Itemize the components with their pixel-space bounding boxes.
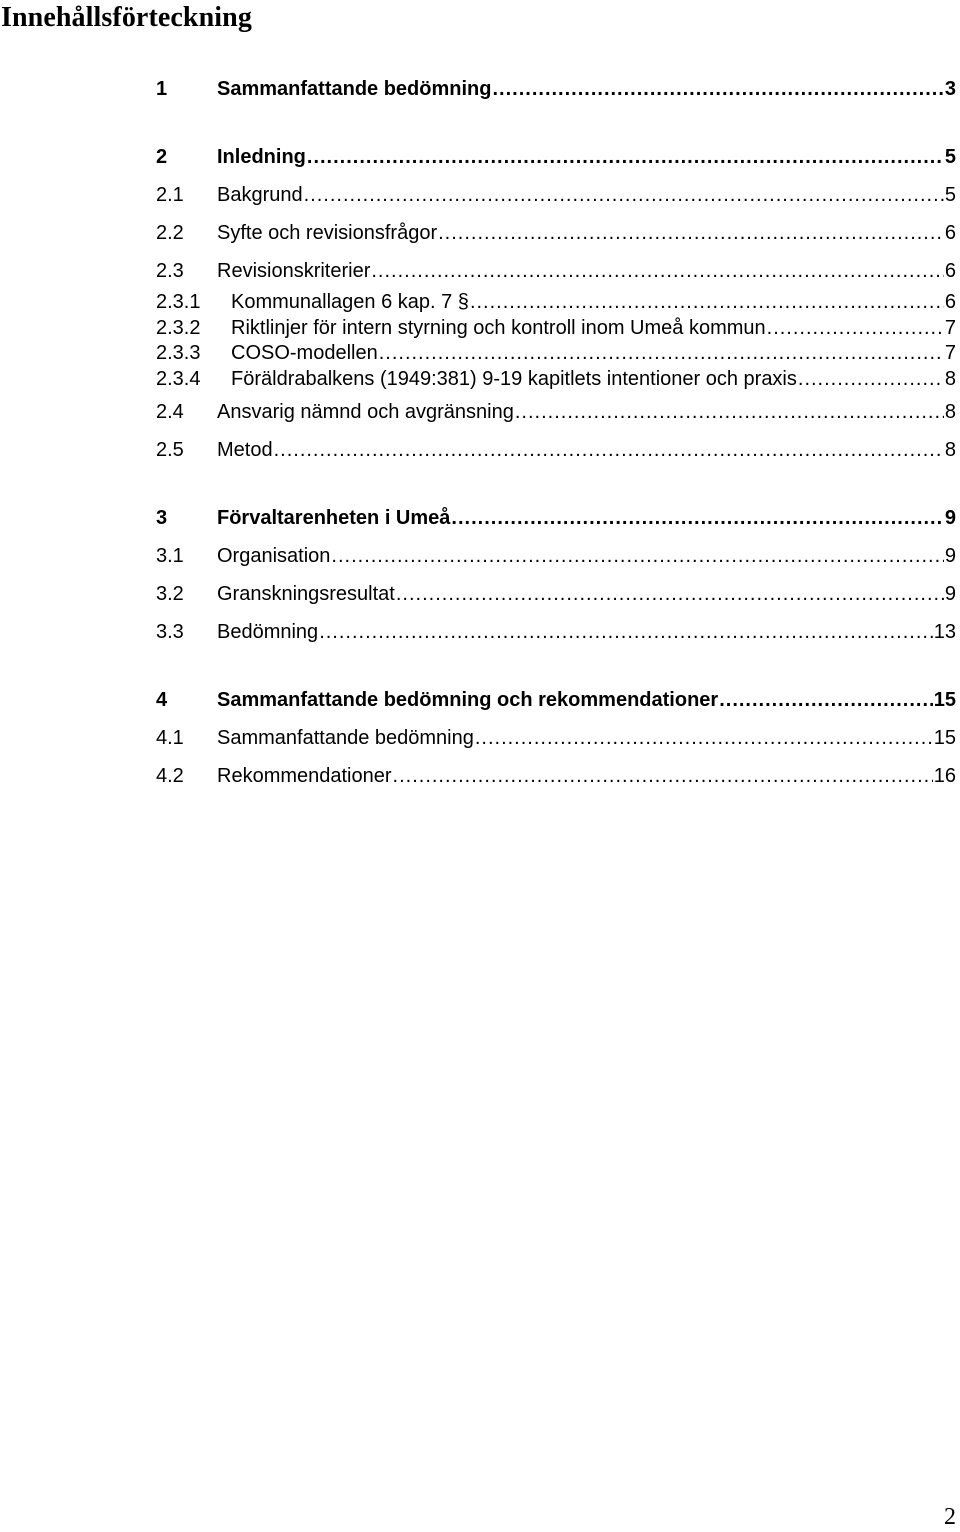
toc-entry-page: 15: [933, 688, 956, 711]
toc-entry-body: [217, 176, 956, 214]
toc-entry-number: 3: [156, 506, 168, 529]
toc-dot-leader: [371, 252, 944, 290]
toc-entry-page: 7: [944, 316, 956, 339]
toc-entry-label: Rekommendationer: [217, 764, 392, 787]
toc-entry-body: [231, 367, 956, 393]
toc-entry-body: [217, 575, 956, 613]
toc-entry-page: 9: [944, 506, 956, 529]
toc-entry-label: Inledning: [217, 146, 306, 168]
toc-entry-number: 3.1: [156, 544, 184, 567]
toc-dot-leader: [515, 393, 944, 431]
toc-entry-number: 4.1: [156, 726, 184, 749]
toc-dot-leader: [396, 575, 944, 613]
toc-entry-body: [217, 613, 956, 651]
toc-entry[interactable]: [156, 176, 956, 214]
toc-entry-label: Sammanfattande bedömning: [217, 78, 492, 100]
toc-entry[interactable]: [156, 252, 956, 290]
toc-entry-number: 3.2: [156, 582, 184, 605]
toc-dot-leader: [475, 719, 933, 757]
table-of-contents: [156, 70, 956, 795]
toc-entry-body: [217, 393, 956, 431]
page-title: Innehållsförteckning: [1, 2, 252, 33]
toc-entry-body: [217, 70, 956, 108]
toc-entry-body: [217, 252, 956, 290]
toc-entry-body: [217, 138, 956, 176]
toc-entry-page: 15: [933, 726, 956, 749]
toc-dot-leader: [438, 214, 944, 252]
toc-entry-body: [231, 316, 956, 342]
toc-entry-number: 2.2: [156, 222, 184, 244]
toc-entry-number: 4.2: [156, 764, 184, 787]
toc-entry[interactable]: [156, 431, 956, 469]
toc-entry-label: Sammanfattande bedömning och rekommendationer: [217, 688, 719, 711]
toc-entry[interactable]: [156, 214, 956, 252]
toc-entry-page: 8: [944, 368, 956, 391]
toc-entry-label: Förvaltarenheten i Umeå: [217, 506, 451, 529]
toc-entry[interactable]: [156, 613, 956, 651]
toc-entry-number: 2.1: [156, 184, 184, 206]
toc-entry-page: 9: [944, 544, 956, 567]
toc-entry-label: Kommunallagen 6 kap. 7 §: [231, 291, 469, 313]
toc-dot-leader: [331, 537, 943, 575]
toc-entry-body: [217, 499, 956, 537]
toc-entry[interactable]: [156, 537, 956, 575]
toc-entry[interactable]: [156, 719, 956, 757]
page-number: 2: [944, 1504, 956, 1530]
toc-entry[interactable]: [156, 393, 956, 431]
toc-entry-number: 2: [156, 146, 168, 168]
toc-entry-number: 2.5: [156, 438, 184, 461]
toc-entry-page: 5: [944, 184, 956, 206]
toc-entry-body: [217, 537, 956, 575]
toc-dot-leader: [719, 681, 933, 719]
toc-entry-page: 7: [944, 342, 956, 365]
toc-dot-leader: [319, 613, 933, 651]
toc-entry-body: [231, 341, 956, 367]
toc-dot-leader: [274, 431, 944, 469]
toc-entry[interactable]: [156, 499, 956, 537]
toc-entry-label: Granskningsresultat: [217, 582, 395, 605]
toc-entry[interactable]: [156, 757, 956, 795]
toc-entry[interactable]: [156, 575, 956, 613]
toc-entry-label: Syfte och revisionsfrågor: [217, 222, 438, 244]
toc-entry-number: 2.3.4: [156, 368, 201, 391]
toc-entry[interactable]: [156, 316, 956, 342]
toc-entry-label: Metod: [217, 438, 273, 461]
toc-entry-label: Ansvarig nämnd och avgränsning: [217, 400, 514, 423]
toc-entry-page: 5: [944, 146, 956, 168]
toc-entry-label: Föräldrabalkens (1949:381) 9-19 kapitlets intentioner och praxis: [231, 368, 797, 391]
toc-entry-body: [231, 290, 956, 316]
toc-entry-label: Sammanfattande bedömning: [217, 726, 474, 749]
toc-entry[interactable]: [156, 341, 956, 367]
toc-entry-page: 8: [944, 438, 956, 461]
toc-entry[interactable]: [156, 138, 956, 176]
toc-entry-number: 3.3: [156, 620, 184, 643]
toc-entry-page: 6: [944, 260, 956, 282]
toc-entry-page: 16: [933, 764, 956, 787]
toc-entry-page: 6: [944, 222, 956, 244]
toc-entry-label: Organisation: [217, 544, 331, 567]
toc-dot-leader: [393, 757, 933, 795]
toc-entry-page: 9: [944, 582, 956, 605]
toc-entry-label: Bakgrund: [217, 184, 303, 206]
toc-entry-label: Riktlinjer för intern styrning och kontroll inom Umeå kommun: [231, 316, 766, 339]
toc-dot-leader: [307, 138, 944, 176]
toc-entry-body: [217, 719, 956, 757]
toc-entry-label: COSO-modellen: [231, 342, 378, 365]
toc-entry-number: 1: [156, 78, 168, 100]
toc-dot-leader: [451, 499, 943, 537]
toc-entry-page: 6: [944, 291, 956, 313]
toc-entry-label: Bedömning: [217, 620, 319, 643]
toc-entry[interactable]: [156, 367, 956, 393]
toc-entry[interactable]: [156, 681, 956, 719]
toc-entry-number: 2.3.3: [156, 342, 201, 365]
toc-entry-page: 13: [933, 620, 956, 643]
toc-dot-leader: [798, 367, 944, 393]
toc-dot-leader: [492, 70, 943, 108]
toc-entry[interactable]: [156, 290, 956, 316]
toc-entry-label: Revisionskriterier: [217, 260, 371, 282]
toc-dot-leader: [379, 341, 944, 367]
toc-dot-leader: [304, 176, 944, 214]
toc-entry-number: 2.3.2: [156, 316, 201, 339]
toc-entry-body: [217, 431, 956, 469]
toc-entry[interactable]: [156, 70, 956, 108]
toc-dot-leader: [767, 316, 944, 342]
toc-entry-number: 2.3.1: [156, 291, 201, 313]
toc-entry-page: 3: [944, 78, 956, 100]
toc-entry-number: 2.4: [156, 400, 184, 423]
toc-entry-body: [217, 214, 956, 252]
toc-entry-number: 4: [156, 688, 168, 711]
toc-dot-leader: [470, 290, 944, 316]
toc-entry-number: 2.3: [156, 260, 184, 282]
toc-entry-page: 8: [944, 400, 956, 423]
toc-entry-body: [217, 757, 956, 795]
toc-entry-body: [217, 681, 956, 719]
